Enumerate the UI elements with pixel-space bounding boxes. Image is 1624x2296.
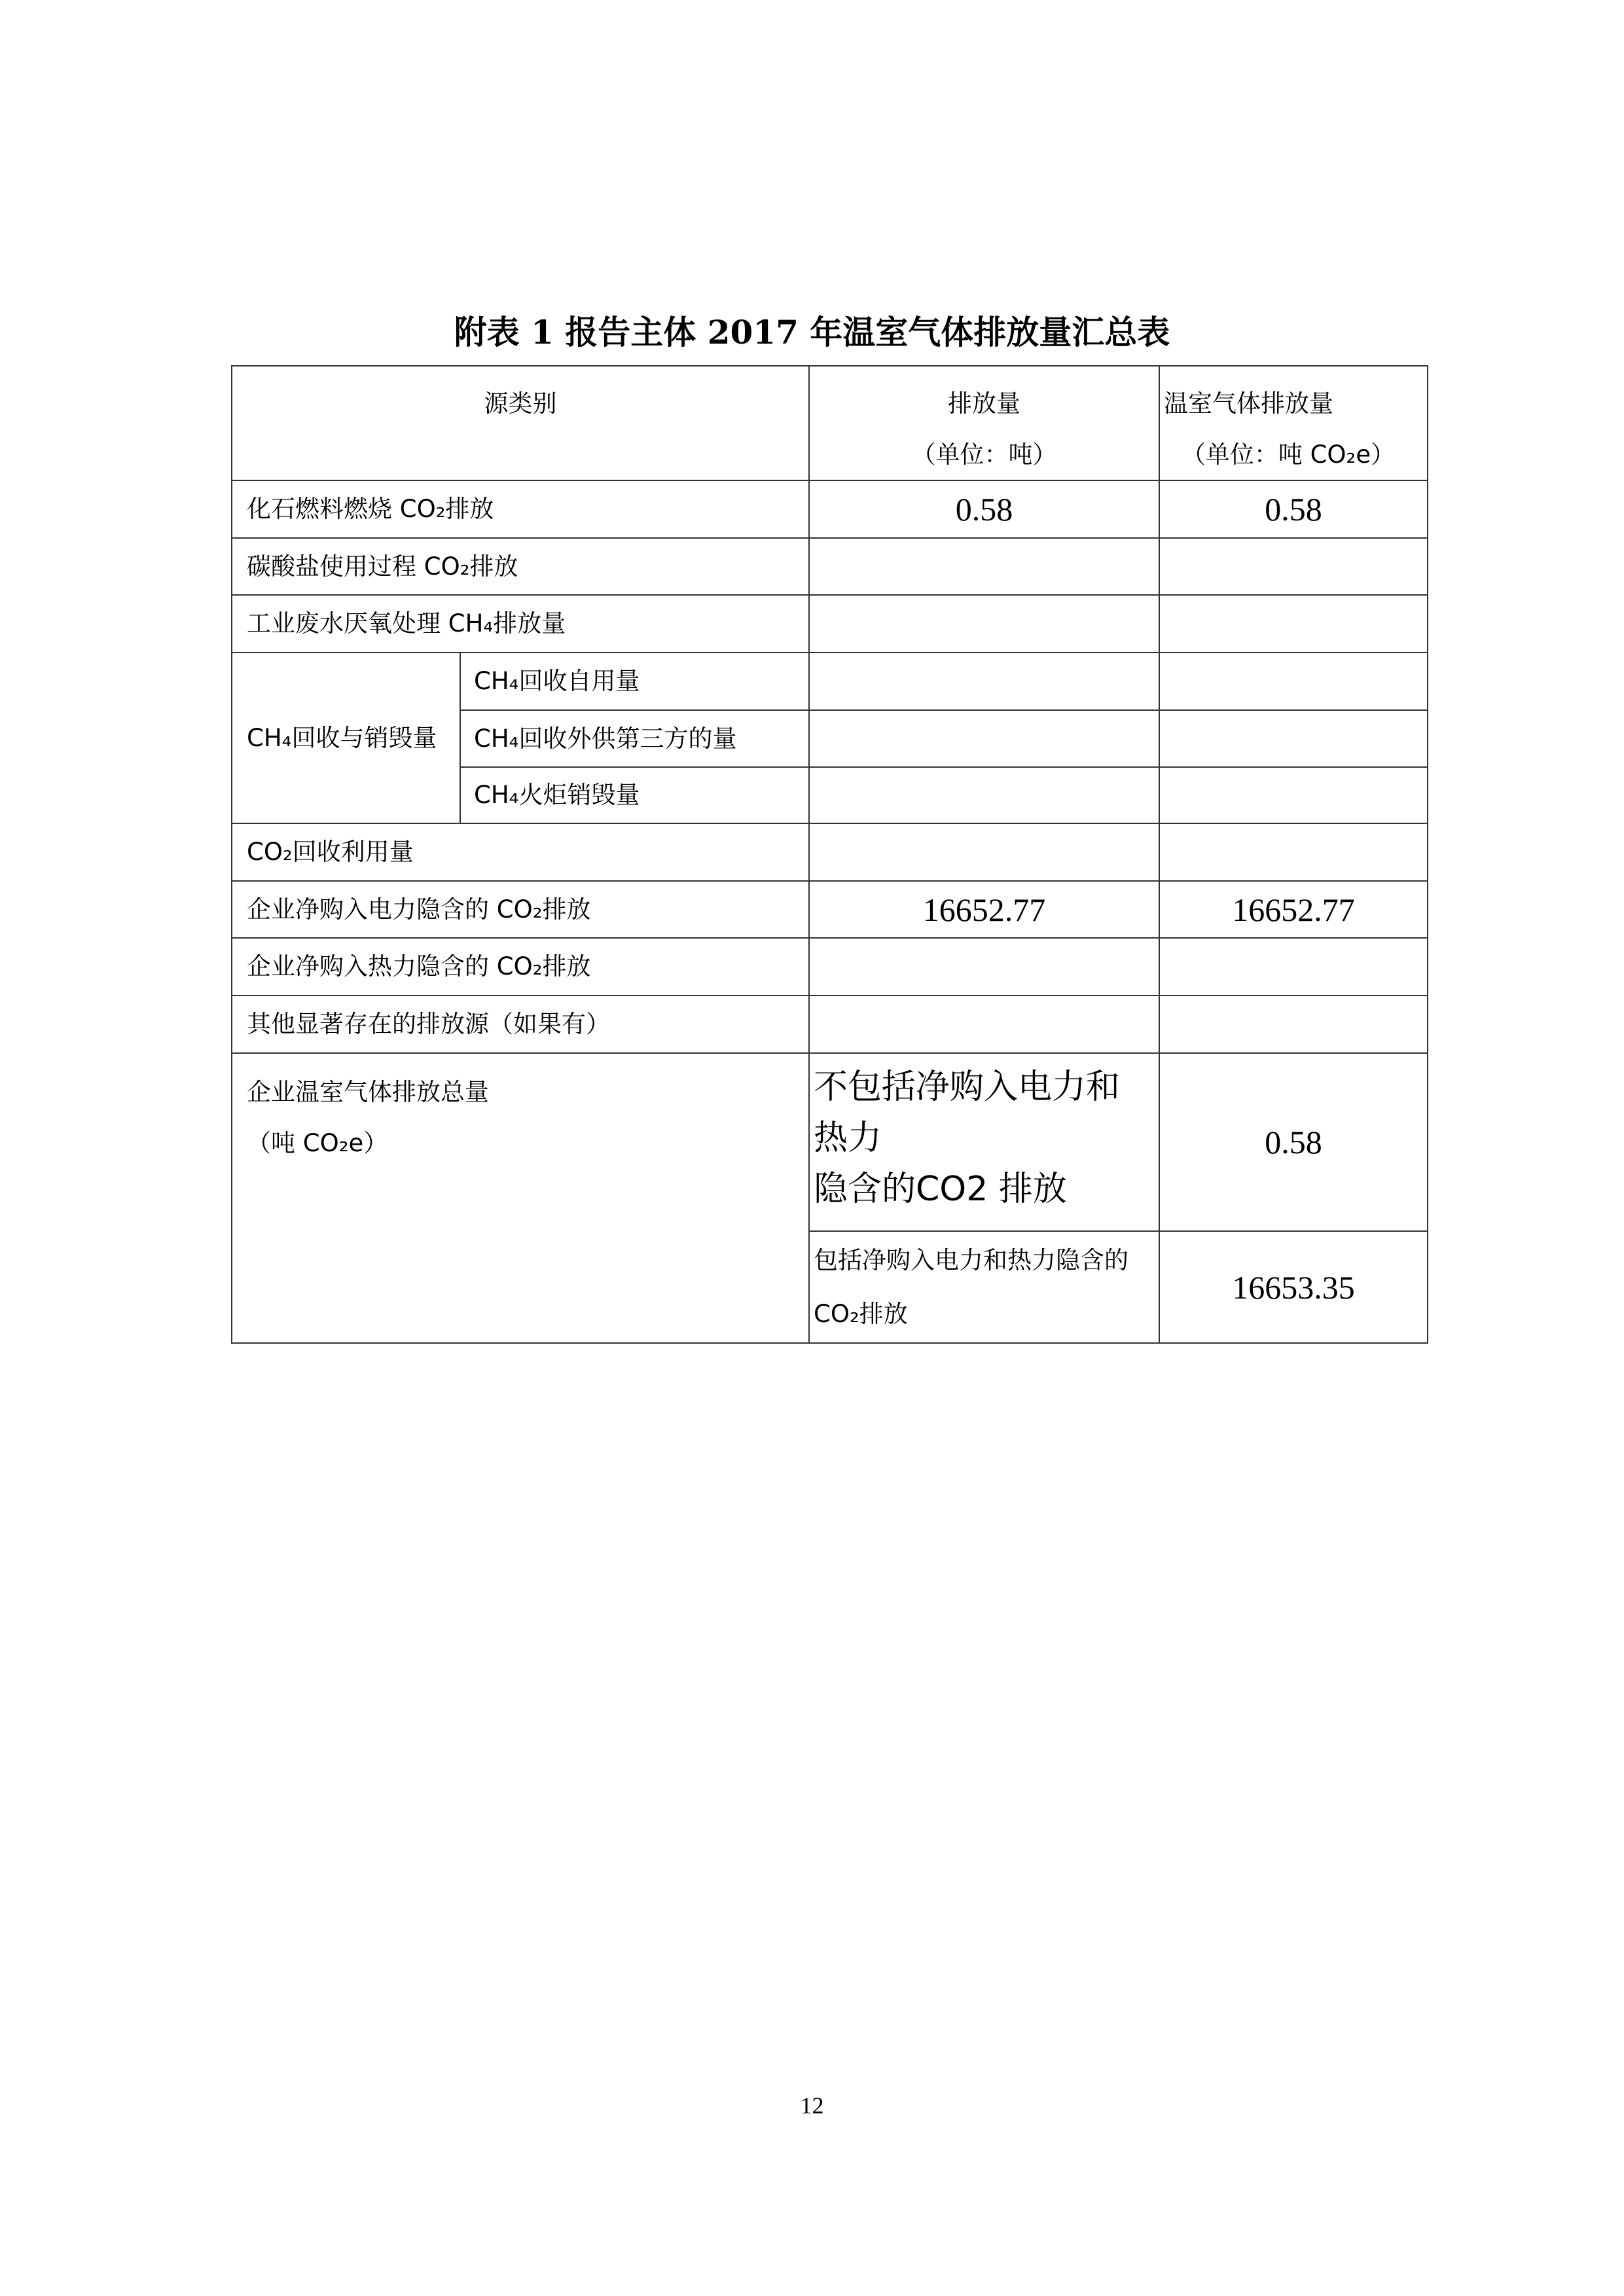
row-ghg (1159, 653, 1428, 710)
row-ghg: 0.58 (1159, 480, 1428, 538)
including-value: 16653.35 (1159, 1231, 1428, 1343)
table-row (232, 653, 1428, 710)
table-row (232, 538, 1428, 595)
header-emission-label: 排放量 (948, 389, 1020, 418)
row-label: CO₂回收利用量 (232, 823, 809, 881)
row-ghg (1159, 767, 1428, 823)
total-unit: （吨 CO₂e） (247, 1129, 388, 1158)
table-header-row (232, 366, 1428, 480)
header-ghg (1159, 366, 1428, 480)
row-label: 化石燃料燃烧 CO₂排放 (232, 480, 809, 538)
excluding-value: 0.58 (1159, 1053, 1428, 1231)
header-emission (809, 366, 1159, 480)
excluding-label-line1: 不包括净购入电力和热力 (814, 1067, 1121, 1158)
excluding-label-cell (809, 1053, 1159, 1231)
total-label-cell (232, 1053, 809, 1343)
row-ghg: 16652.77 (1159, 881, 1428, 938)
header-emission-unit: （单位：吨） (911, 440, 1057, 469)
total-row-excluding (232, 1053, 1428, 1231)
row-label: 其他显著存在的排放源（如果有） (232, 996, 809, 1053)
row-ghg (1159, 938, 1428, 996)
row-emission (809, 823, 1159, 881)
row-emission: 16652.77 (809, 881, 1159, 938)
table-row (232, 938, 1428, 996)
row-ghg (1159, 595, 1428, 653)
row-ghg (1159, 823, 1428, 881)
row-emission (809, 538, 1159, 595)
row-label: CH₄回收外供第三方的量 (460, 710, 809, 767)
row-emission: 0.58 (809, 480, 1159, 538)
ch4-group-label: CH₄回收与销毁量 (232, 653, 460, 823)
row-label: 工业废水厌氧处理 CH₄排放量 (232, 595, 809, 653)
page-title: 附表 1 报告主体 2017 年温室气体排放量汇总表 (454, 313, 1170, 351)
total-label: 企业温室气体排放总量 (247, 1078, 489, 1107)
row-emission (809, 938, 1159, 996)
row-emission (809, 996, 1159, 1053)
row-emission (809, 595, 1159, 653)
row-emission (809, 710, 1159, 767)
table-row (232, 823, 1428, 881)
row-label: CH₄火炬销毁量 (460, 767, 809, 823)
including-label: 包括净购入电力和热力隐含的 CO₂排放 (809, 1231, 1159, 1343)
row-ghg (1159, 996, 1428, 1053)
header-ghg-unit: （单位：吨 CO₂e） (1181, 440, 1396, 469)
header-ghg-label: 温室气体排放量 (1164, 389, 1333, 418)
row-label: 碳酸盐使用过程 CO₂排放 (232, 538, 809, 595)
excluding-label-line2: 隐含的CO2 排放 (814, 1170, 1067, 1210)
row-emission (809, 653, 1159, 710)
table-row (232, 881, 1428, 938)
header-source (232, 366, 809, 480)
table-row (232, 996, 1428, 1053)
row-ghg (1159, 538, 1428, 595)
row-label: CH₄回收自用量 (460, 653, 809, 710)
row-emission (809, 767, 1159, 823)
page-number: 12 (800, 2092, 824, 2119)
row-label: 企业净购入热力隐含的 CO₂排放 (232, 938, 809, 996)
emissions-summary-table (231, 365, 1428, 1344)
row-ghg (1159, 710, 1428, 767)
header-source-label: 源类别 (484, 389, 557, 418)
table-row (232, 595, 1428, 653)
row-label: 企业净购入电力隐含的 CO₂排放 (232, 881, 809, 938)
table-row (232, 480, 1428, 538)
